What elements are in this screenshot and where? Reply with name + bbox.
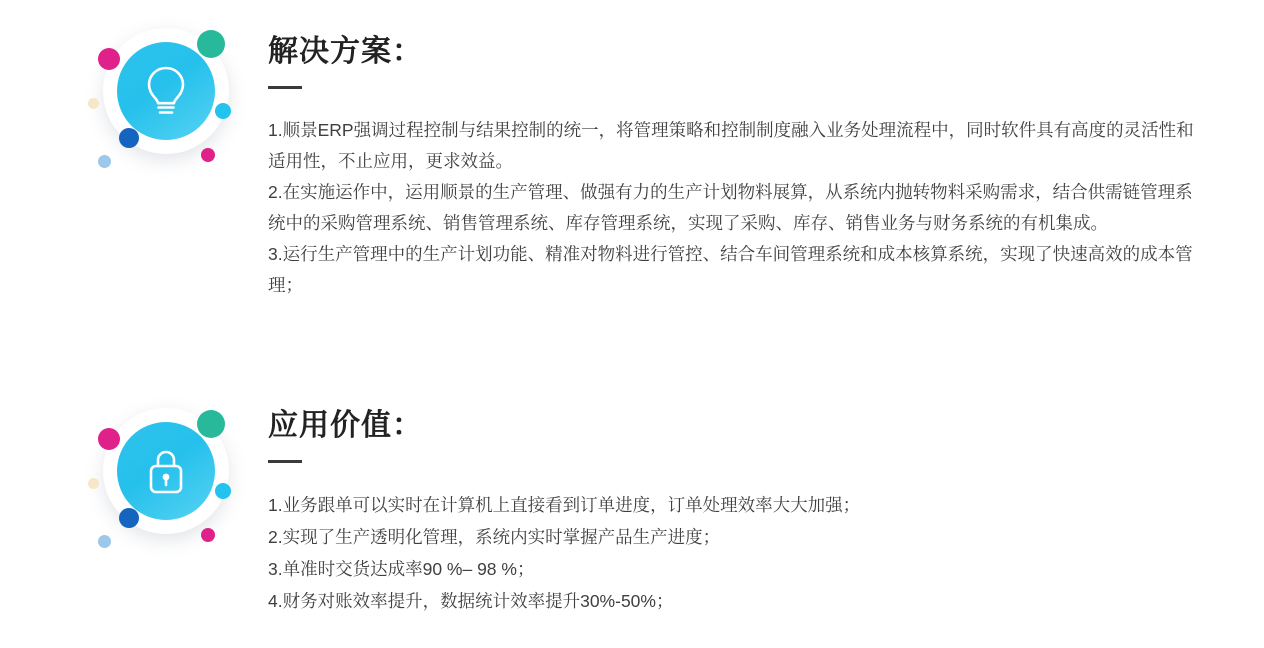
lightbulb-icon	[117, 42, 215, 140]
paragraph: 3.运行生产管理中的生产计划功能、精准对物料进行管控、结合车间管理系统和成本核算系统，实现了快速高效的成本管理；	[268, 244, 1193, 295]
decorative-dot-blue	[119, 508, 139, 528]
paragraph: 4.财务对账效率提升，数据统计效率提升30%-50%；	[268, 591, 674, 611]
decorative-dot-cyan	[215, 103, 231, 119]
section-heading: 解决方案：	[268, 35, 423, 68]
decorative-dot-cream	[88, 478, 99, 489]
decorative-dot-magenta	[98, 48, 120, 70]
section-heading: 应用价值：	[268, 409, 423, 442]
section-solution	[0, 0, 1200, 301]
decorative-dot-magenta-2	[201, 148, 215, 162]
section-value	[0, 380, 860, 617]
decorative-dot-magenta-2	[201, 528, 215, 542]
section-body	[268, 489, 860, 617]
section-body	[268, 115, 1200, 301]
decorative-dot-magenta	[98, 428, 120, 450]
heading-rule	[268, 460, 302, 463]
icon-cluster-solution	[0, 0, 268, 200]
heading-rule	[268, 86, 302, 89]
decorative-dot-green	[197, 30, 225, 58]
section-content-value	[268, 380, 860, 617]
decorative-dot-lightblue	[98, 155, 111, 168]
decorative-dot-cyan	[215, 483, 231, 499]
decorative-dot-green	[197, 410, 225, 438]
paragraph: 1.业务跟单可以实时在计算机上直接看到订单进度，订单处理效率大大加强；	[268, 495, 861, 515]
icon-cluster-value	[0, 380, 268, 580]
paragraph: 2.在实施运作中，运用顺景的生产管理、做强有力的生产计划物料展算，从系统内抛转物料采购需求，结合供需链管理系统中的采购管理系统、销售管理系统、库存管理系统，实现了采购、库存、销售业务与财务系统的有机集成。	[268, 182, 1193, 233]
paragraph: 2.实现了生产透明化管理，系统内实时掌握产品生产进度；	[268, 527, 721, 547]
decorative-dot-lightblue	[98, 535, 111, 548]
decorative-dot-cream	[88, 98, 99, 109]
paragraph: 1.顺景ERP强调过程控制与结果控制的统一，将管理策略和控制制度融入业务处理流程中，同时软件具有高度的灵活性和适用性，不止应用，更求效益。	[268, 120, 1194, 171]
lock-icon	[117, 422, 215, 520]
section-content-solution	[268, 0, 1200, 301]
decorative-dot-blue	[119, 128, 139, 148]
paragraph: 3.单准时交货达成率90 %– 98 %；	[268, 559, 535, 579]
